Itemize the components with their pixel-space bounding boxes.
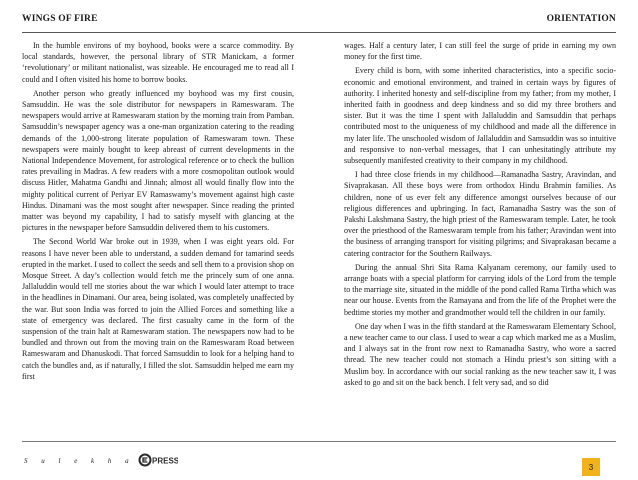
press-logo-text: PRESS — [152, 456, 179, 466]
paragraph: I had three close friends in my childhood—Ramanadha Sastry, Aravindan, and Sivaprakasan. All these boys were from orthodox Hindu Brahmin families. As children, none of us ever felt any difference amongst ourselves because of our religious differences and upbringing. In fact, Ramanadha Sastry was the son of Pakshi Lakshmana Sastry, the high priest of the Rameswaram temple. Later, he took over the priesthood of the Rameswaram temple from his father; Aravindan went into the business of arranging transport for visiting pilgrims; and Sivaprakasan became a catering contractor for the Southern Railways. — [344, 170, 616, 258]
chapter-title: ORIENTATION — [546, 14, 616, 24]
paragraph: During the annual Shri Sita Rama Kalyanam ceremony, our family used to arrange boats with a special platform for carrying idols of the Lord from the temple to the marriage site, situated in the middle of the pond called Rama Tirtha which was near our house. Events from the Ramayana and from the life of the Prophet were the bedtime stories my mother and grandmother would tell the children in our family. — [344, 262, 616, 317]
page-number: 3 — [582, 458, 600, 476]
paragraph: Every child is born, with some inherited characteristics, into a specific socio-economic and emotional environment, and trained in certain ways by figures of authority. I inherited honesty and self-discipline from my father; from my mother, I inherited faith in goodness and deep kindness and so did my three brothers and sister. But it was the time I spent with Jallaluddin and Samsuddin that perhaps contributed most to the uniqueness of my childhood and made all the difference in my later life. The unschooled wisdom of Jallaluddin and Samsuddin was so intuitive and responsive to non-verbal messages, that I can unhesitatingly attribute my subsequently manifested creativity to their company in my childhood. — [344, 66, 616, 166]
paragraph: One day when I was in the fifth standard at the Rameswaram Elementary School, a new teacher came to our class. I used to wear a cap which marked me as a Muslim, and I always sat in the front row next to Ramanadha Sastry, who wore a sacred thread. The new teacher could not stomach a Hindu priest’s son sitting with a Muslim boy. In accordance with our social ranking as the new teacher saw it, I was asked to go and sit on the back bench. I felt very sad, and so did — [344, 321, 616, 387]
press-logo-icon — [138, 452, 178, 470]
paragraph: In the humble environs of my boyhood, books were a scarce commodity. By local standards, however, the personal library of STR Manickam, a former ‘revolutionary’ or militant nationalist, was sizeable. He encouraged me to read all I could and I often visited his home to borrow books. — [22, 41, 294, 84]
header-rule — [22, 32, 616, 33]
running-header — [22, 14, 616, 28]
publisher-brand — [24, 452, 178, 470]
publisher-name: S u l e k h a — [24, 457, 135, 465]
paragraph: wages. Half a century later, I can still feel the surge of pride in earning my own money for the first time. — [344, 41, 616, 62]
right-column — [344, 40, 616, 428]
footer-rule — [22, 441, 616, 442]
paragraph: Another person who greatly influenced my boyhood was my first cousin, Samsuddin. He was the sole distributor for newspapers in Rameswaram. The newspapers would arrive at Rameswaram station by the morning train from Pamban. Samsuddin’s newspaper agency was a one-man organization catering to the reading demands of the 1,000-strong literate population of Rameswaram town. These newspapers were mainly bought to keep abreast of current developments in the National Independence Movement, for astrological reference or to check the bullion rates prevailing in Madras. A few readers with a more cosmopolitan outlook would discuss Hitler, Mahatma Gandhi and Jinnah; almost all would finally flow into the mighty political current of Periyar EV Ramaswamy’s movement against high caste Hindus. Dinamani was the most sought after newspaper. Since reading the printed matter was beyond my capability, I had to satisfy myself with glancing at the pictures in the newspaper before Samsuddin delivered them to his customers. — [22, 88, 294, 233]
book-title: WINGS OF FIRE — [22, 14, 98, 24]
paragraph: The Second World War broke out in 1939, when I was eight years old. For reasons I have never been able to understand, a sudden demand for tamarind seeds erupted in the market. I used to collect the seeds and sell them to a provision shop on Mosque Street. A day’s collection would fetch me the princely sum of one anna. Jallaluddin would tell me stories about the war which I would later attempt to trace in the headlines in Dinamani. Our area, being isolated, was completely unaffected by the war. But soon India was forced to join the Allied Forces and something like a state of emergency was declared. The first casualty came in the form of the suspension of the train halt at Rameswaram station. The newspapers now had to be bundled and thrown out from the moving train on the Rameswaram Road between Rameswaram and Dhanuskodi. That forced Samsuddin to look for a helping hand to catch the bundles and, as if naturally, I filled the slot. Samsuddin helped me earn my first — [22, 237, 294, 381]
left-column — [22, 40, 294, 428]
